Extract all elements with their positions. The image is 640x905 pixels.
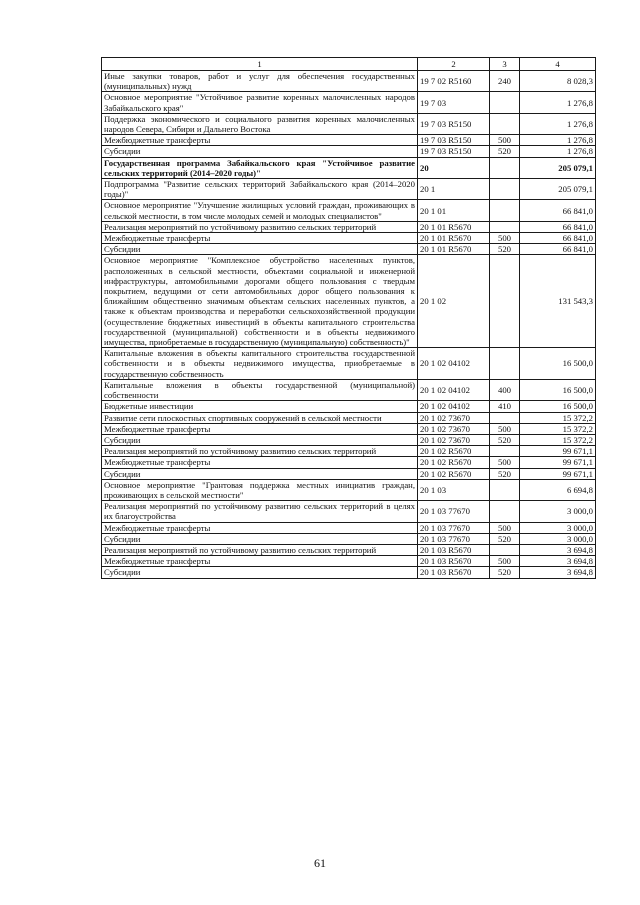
row-amount: 3 000,0 — [520, 501, 596, 522]
row-amount: 66 841,0 — [520, 200, 596, 221]
row-code: 20 1 03 R5670 — [418, 544, 490, 555]
row-code: 20 1 02 — [418, 255, 490, 348]
table-body — [102, 71, 596, 579]
table-row — [102, 401, 596, 412]
row-name: Иные закупки товаров, работ и услуг для обеспечения государственных (муниципальных) нужд — [102, 71, 418, 92]
row-expense-type: 520 — [490, 244, 520, 255]
row-code: 19 7 02 R5160 — [418, 71, 490, 92]
row-name: Основное мероприятие "Грантовая поддержка местных инициатив граждан, проживающих в сельской местности" — [102, 479, 418, 500]
row-amount: 16 500,0 — [520, 401, 596, 412]
row-code: 20 1 03 77670 — [418, 522, 490, 533]
table-row — [102, 567, 596, 578]
row-name: Реализация мероприятий по устойчивому развитию сельских территорий в целях их благоустройства — [102, 501, 418, 522]
row-amount: 1 276,8 — [520, 92, 596, 113]
table-row — [102, 244, 596, 255]
row-name: Субсидии — [102, 468, 418, 479]
row-amount: 205 079,1 — [520, 179, 596, 200]
row-code: 20 1 01 R5670 — [418, 233, 490, 244]
row-expense-type: 520 — [490, 567, 520, 578]
row-expense-type: 520 — [490, 533, 520, 544]
row-expense-type — [490, 92, 520, 113]
row-expense-type: 500 — [490, 423, 520, 434]
row-expense-type: 240 — [490, 71, 520, 92]
row-expense-type — [490, 179, 520, 200]
row-amount: 1 276,8 — [520, 113, 596, 134]
row-expense-type — [490, 348, 520, 380]
row-expense-type — [490, 221, 520, 232]
row-expense-type — [490, 544, 520, 555]
row-amount: 3 694,8 — [520, 556, 596, 567]
row-amount: 8 028,3 — [520, 71, 596, 92]
row-code: 20 1 02 73670 — [418, 412, 490, 423]
row-amount: 3 000,0 — [520, 522, 596, 533]
row-amount: 66 841,0 — [520, 244, 596, 255]
row-expense-type — [490, 412, 520, 423]
table-row — [102, 348, 596, 380]
table-row — [102, 533, 596, 544]
row-amount: 99 671,1 — [520, 446, 596, 457]
row-name: Подпрограмма "Развитие сельских территорий Забайкальского края (2014–2020 годы)" — [102, 179, 418, 200]
row-amount: 66 841,0 — [520, 233, 596, 244]
row-code: 20 1 03 — [418, 479, 490, 500]
row-expense-type: 500 — [490, 233, 520, 244]
table-row — [102, 179, 596, 200]
row-expense-type: 500 — [490, 556, 520, 567]
page-number: 61 — [314, 856, 326, 870]
row-code: 20 1 02 73670 — [418, 434, 490, 445]
table-row — [102, 92, 596, 113]
table-row — [102, 200, 596, 221]
row-code: 20 — [418, 157, 490, 178]
row-expense-type — [490, 446, 520, 457]
table-row — [102, 423, 596, 434]
row-amount: 15 372,2 — [520, 434, 596, 445]
row-name: Основное мероприятие "Улучшение жилищных условий граждан, проживающих в сельской местности, в том числе молодых семей и молодых специалистов" — [102, 200, 418, 221]
table-row — [102, 457, 596, 468]
row-amount: 205 079,1 — [520, 157, 596, 178]
row-name: Субсидии — [102, 244, 418, 255]
table-row — [102, 379, 596, 400]
row-name: Реализация мероприятий по устойчивому развитию сельских территорий — [102, 221, 418, 232]
row-expense-type: 520 — [490, 468, 520, 479]
row-name: Субсидии — [102, 146, 418, 157]
row-expense-type — [490, 255, 520, 348]
table-row — [102, 71, 596, 92]
table-row — [102, 146, 596, 157]
row-name: Бюджетные инвестиции — [102, 401, 418, 412]
row-code: 19 7 03 R5150 — [418, 113, 490, 134]
row-expense-type — [490, 501, 520, 522]
row-name: Реализация мероприятий по устойчивому развитию сельских территорий — [102, 544, 418, 555]
table-row — [102, 412, 596, 423]
table-row — [102, 522, 596, 533]
row-name: Межбюджетные трансферты — [102, 233, 418, 244]
row-code: 20 1 02 R5670 — [418, 457, 490, 468]
table-row — [102, 479, 596, 500]
row-amount: 15 372,2 — [520, 423, 596, 434]
row-code: 20 1 03 77670 — [418, 533, 490, 544]
column-header-1: 1 — [102, 58, 418, 71]
table-row — [102, 221, 596, 232]
table-row — [102, 233, 596, 244]
row-expense-type: 410 — [490, 401, 520, 412]
row-amount: 16 500,0 — [520, 348, 596, 380]
table-row — [102, 255, 596, 348]
row-code: 20 1 01 — [418, 200, 490, 221]
row-name: Субсидии — [102, 434, 418, 445]
row-code: 20 1 02 R5670 — [418, 468, 490, 479]
row-code: 19 7 03 — [418, 92, 490, 113]
table-row — [102, 556, 596, 567]
row-amount: 1 276,8 — [520, 135, 596, 146]
row-amount: 131 543,3 — [520, 255, 596, 348]
row-code: 20 1 02 04102 — [418, 401, 490, 412]
row-name: Межбюджетные трансферты — [102, 457, 418, 468]
row-amount: 3 694,8 — [520, 544, 596, 555]
row-amount: 15 372,2 — [520, 412, 596, 423]
row-name: Субсидии — [102, 567, 418, 578]
row-amount: 6 694,8 — [520, 479, 596, 500]
row-expense-type — [490, 200, 520, 221]
row-name: Основное мероприятие "Комплексное обустройство населенных пунктов, расположенных в сельской местности, объектами социальной и инженерной инфраструктуры, автомобильными дорогами общего пользования с твердым покрытием, ведущими от сети автомобильных дорог общего пользования к ближайшим общественно значимым объектам сельских населенных пунктов, а также к объектам производства и переработки сельскохозяйственной продукции (осуществление бюджетных инвестиций в объекты капитального строительства государственной (муниципальной) собственности и в объекты недвижимого имущества, приобретаемые в государственную (муниципальную) собственность)" — [102, 255, 418, 348]
row-expense-type: 500 — [490, 135, 520, 146]
row-code: 20 1 01 R5670 — [418, 221, 490, 232]
row-expense-type — [490, 479, 520, 500]
row-name: Государственная программа Забайкальского края "Устойчивое развитие сельских территорий (2014–2020 годы)" — [102, 157, 418, 178]
row-amount: 3 000,0 — [520, 533, 596, 544]
row-code: 20 1 02 73670 — [418, 423, 490, 434]
row-code: 20 1 03 R5670 — [418, 567, 490, 578]
budget-table — [101, 57, 596, 579]
row-name: Капитальные вложения в объекты капитального строительства государственной собственности и в объекты недвижимого имущества, приобретаемые в государственную собственность — [102, 348, 418, 380]
row-code: 20 1 03 77670 — [418, 501, 490, 522]
row-code: 19 7 03 R5150 — [418, 135, 490, 146]
column-header-2: 2 — [418, 58, 490, 71]
row-name: Межбюджетные трансферты — [102, 135, 418, 146]
row-expense-type: 500 — [490, 522, 520, 533]
row-expense-type — [490, 113, 520, 134]
row-name: Поддержка экономического и социального развития коренных малочисленных народов Севера, Сибири и Дальнего Востока — [102, 113, 418, 134]
row-amount: 16 500,0 — [520, 379, 596, 400]
table-row — [102, 501, 596, 522]
row-amount: 99 671,1 — [520, 468, 596, 479]
row-code: 20 1 — [418, 179, 490, 200]
table-header-row — [102, 58, 596, 71]
row-code: 20 1 03 R5670 — [418, 556, 490, 567]
row-name: Межбюджетные трансферты — [102, 556, 418, 567]
column-header-4: 4 — [520, 58, 596, 71]
row-code: 20 1 01 R5670 — [418, 244, 490, 255]
table-row — [102, 446, 596, 457]
row-name: Межбюджетные трансферты — [102, 423, 418, 434]
row-name: Реализация мероприятий по устойчивому развитию сельских территорий — [102, 446, 418, 457]
row-name: Развитие сети плоскостных спортивных сооружений в сельской местности — [102, 412, 418, 423]
table-row — [102, 157, 596, 178]
table-row — [102, 468, 596, 479]
column-header-3: 3 — [490, 58, 520, 71]
row-name: Межбюджетные трансферты — [102, 522, 418, 533]
table-row — [102, 544, 596, 555]
row-code: 19 7 03 R5150 — [418, 146, 490, 157]
row-code: 20 1 02 04102 — [418, 348, 490, 380]
row-expense-type: 400 — [490, 379, 520, 400]
table-row — [102, 113, 596, 134]
row-amount: 1 276,8 — [520, 146, 596, 157]
row-expense-type: 520 — [490, 434, 520, 445]
table-row — [102, 434, 596, 445]
row-code: 20 1 02 R5670 — [418, 446, 490, 457]
row-expense-type: 520 — [490, 146, 520, 157]
row-name: Основное мероприятие "Устойчивое развитие коренных малочисленных народов Забайкальского края" — [102, 92, 418, 113]
row-expense-type — [490, 157, 520, 178]
row-name: Субсидии — [102, 533, 418, 544]
row-expense-type: 500 — [490, 457, 520, 468]
row-amount: 66 841,0 — [520, 221, 596, 232]
table-row — [102, 135, 596, 146]
row-code: 20 1 02 04102 — [418, 379, 490, 400]
row-amount: 3 694,8 — [520, 567, 596, 578]
row-amount: 99 671,1 — [520, 457, 596, 468]
row-name: Капитальные вложения в объекты государственной (муниципальной) собственности — [102, 379, 418, 400]
